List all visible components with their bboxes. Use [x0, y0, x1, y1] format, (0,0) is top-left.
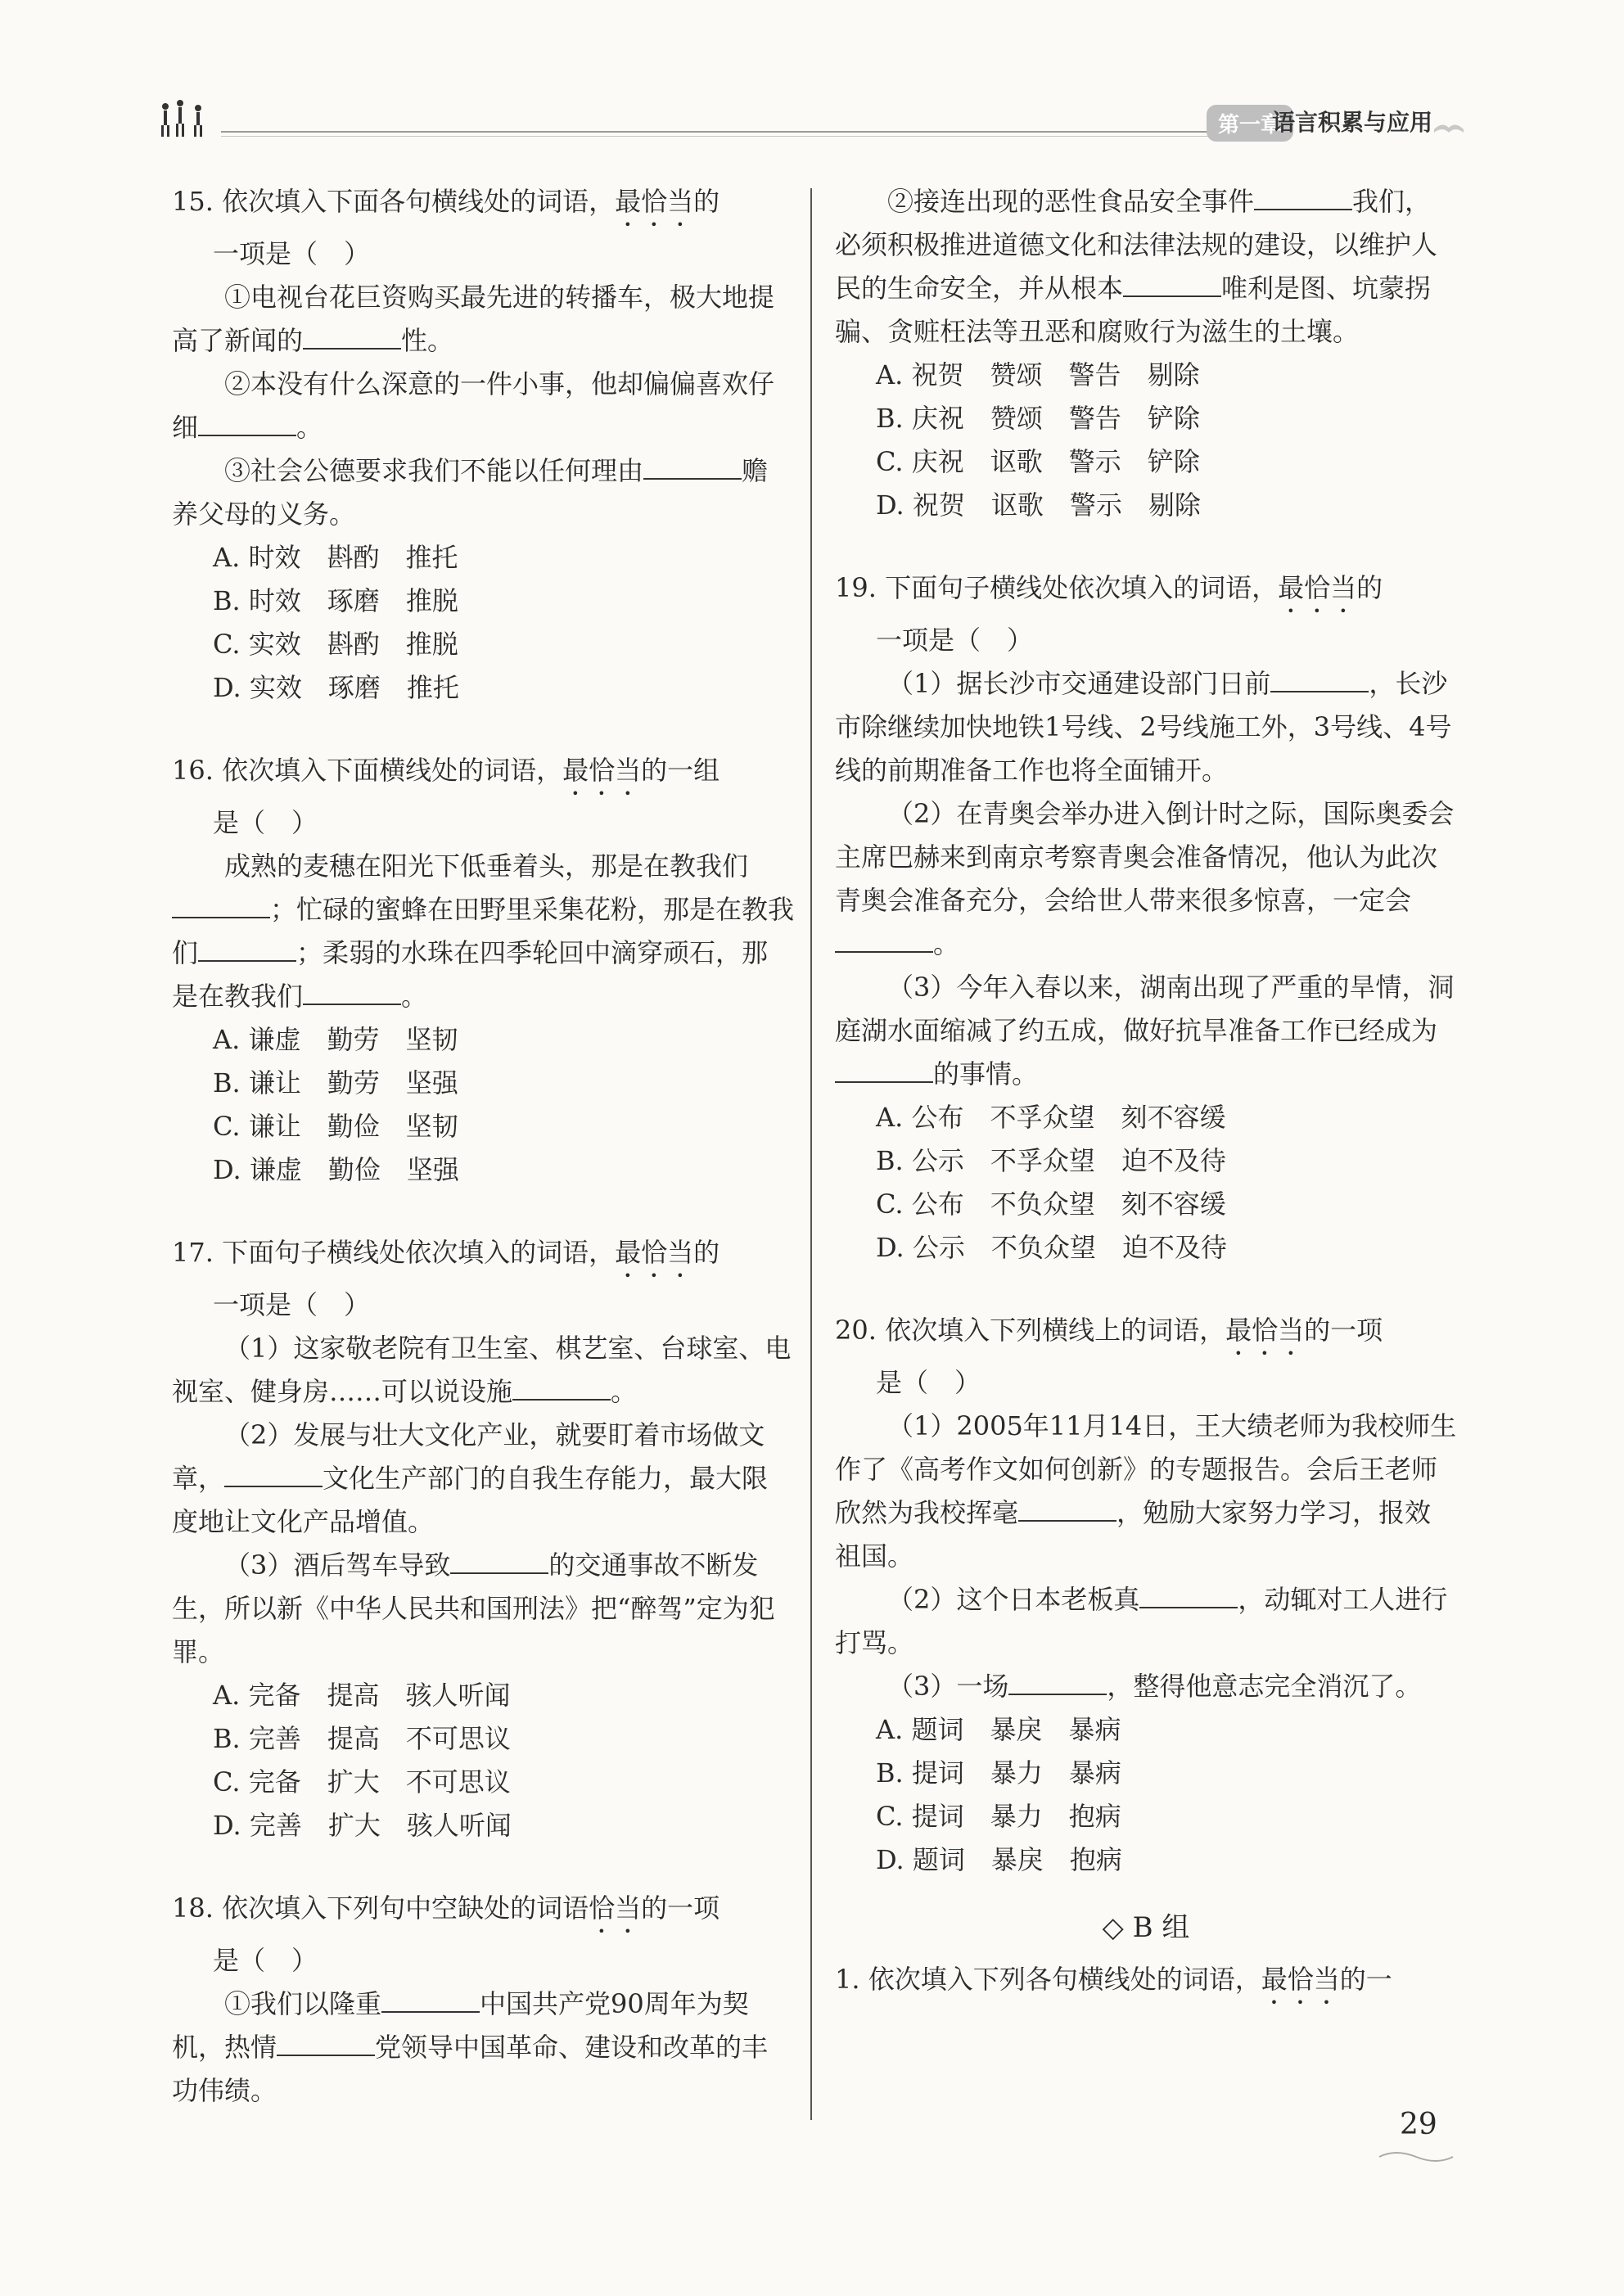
sentence-text: 。 — [611, 1376, 638, 1407]
answer-blank — [303, 320, 401, 350]
question-stem-line2: 一项是（ ） — [876, 625, 1034, 656]
option-c: C. 实效 斟酌 推脱 — [213, 629, 458, 660]
question-stem-end: 的 — [1356, 572, 1383, 603]
option-b: B. 完善 提高 不可思议 — [213, 1723, 511, 1754]
spacer — [835, 1270, 1457, 1309]
question-number: 15. — [172, 186, 214, 217]
question-stem: 下面句子横线处依次填入的词语， — [222, 1237, 616, 1268]
answer-blank — [303, 976, 401, 1005]
chapter-badge: 第一章 — [1207, 105, 1293, 142]
question-16 — [172, 749, 794, 1192]
sentence-text: 唯利是图、坑蒙拐骗、贪赃枉法等丑恶和腐败行为滋生的土壤。 — [835, 273, 1432, 347]
sentence-text: （3）今年入春以来，湖南出现了严重的旱情，洞庭湖水面缩减了约五成，做好抗旱准备工作已经成为 — [835, 972, 1455, 1046]
sentence-1 — [172, 276, 794, 363]
page-header — [156, 98, 1465, 147]
sentence-text: 性。 — [401, 325, 454, 356]
spacer — [172, 1847, 794, 1887]
sentence-2 — [172, 363, 794, 449]
group-b-heading: ◇ B 组 — [1102, 1911, 1190, 1944]
option-d: D. 实效 琢磨 推托 — [213, 672, 459, 703]
question-stem-end: 的 — [693, 186, 720, 217]
answer-blank — [1008, 1666, 1107, 1695]
question-stem-line2: 一项是（ ） — [213, 1289, 371, 1320]
question-stem-line2: 是（ ） — [213, 1945, 318, 1976]
passage — [172, 845, 794, 1018]
option-c: C. 公布 不负众望 刻不容缓 — [876, 1189, 1226, 1220]
question-stem-line2: 一项是（ ） — [213, 238, 371, 269]
sentence-text: ①我们以隆重 — [224, 1988, 382, 2019]
answer-blank — [835, 1053, 933, 1083]
question-stem-end: 的一组 — [641, 755, 720, 786]
answer-blank — [643, 450, 742, 480]
spacer — [835, 527, 1457, 566]
ornament-icon — [1375, 2149, 1457, 2165]
answer-blank — [381, 1983, 480, 2013]
sentence-2 — [835, 1578, 1457, 1665]
option-b: B. 庆祝 赞颂 警告 铲除 — [876, 403, 1200, 434]
question-number: 20. — [835, 1315, 877, 1346]
answer-blank — [198, 932, 296, 962]
sentence-3 — [835, 1665, 1457, 1708]
question-stem: 依次填入下面各句横线处的词语， — [222, 186, 616, 217]
right-column — [835, 180, 1457, 2010]
sentence-text: （2）这个日本老板真 — [887, 1584, 1140, 1615]
header-rule-thin — [221, 136, 1220, 137]
emphasis-text: 最恰当 — [1261, 1964, 1340, 1995]
sentence-text: ①电视台花巨资购买最先进的转播车，极大地提高了新闻的 — [172, 282, 775, 356]
option-b: B. 提词 暴力 暴病 — [876, 1757, 1121, 1789]
sentence-text: ，勉励大家努力学习，报效祖国。 — [835, 1497, 1432, 1572]
option-a: A. 谦虚 勤劳 坚韧 — [213, 1024, 458, 1055]
option-c: C. 完备 扩大 不可思议 — [213, 1766, 511, 1798]
option-d: D. 谦虚 勤俭 坚强 — [213, 1154, 459, 1185]
sentence-1 — [172, 1327, 794, 1414]
question-b1 — [835, 1958, 1457, 2010]
sentence-text: 我们，必须积极推进道德文化和法律法规的建设，以维护人民的生命安全，并从根本 — [835, 186, 1438, 304]
answer-blank — [224, 1458, 323, 1487]
sentence-2 — [172, 1414, 794, 1544]
option-c: C. 提词 暴力 抱病 — [876, 1801, 1121, 1832]
option-d: D. 祝贺 讴歌 警示 剔除 — [876, 489, 1201, 521]
sentence-1 — [835, 1405, 1457, 1578]
question-number: 19. — [835, 572, 877, 603]
question-stem-line2: 是（ ） — [876, 1367, 981, 1398]
sentence-2 — [835, 792, 1457, 966]
option-d: D. 完善 扩大 骇人听闻 — [213, 1810, 512, 1841]
option-a: A. 完备 提高 骇人听闻 — [213, 1680, 511, 1711]
emphasis-text: 恰当 — [589, 1892, 642, 1924]
sentence-text: （1）2005年11月14日，王大绩老师为我校师生作了《高考作文如何创新》的专题报告。会后王老师欣然为我校挥毫 — [835, 1410, 1457, 1528]
question-17 — [172, 1231, 794, 1847]
emphasis-text: 最恰当 — [562, 755, 642, 786]
sentence-1 — [835, 662, 1457, 792]
sentence-2 — [835, 180, 1457, 354]
passage-text: 成熟的麦穗在阳光下低垂着头，那是在教我们 — [224, 850, 749, 882]
sentence-text: 。 — [296, 412, 323, 443]
sentence-text: 的事情。 — [933, 1058, 1039, 1089]
question-20 — [835, 1309, 1457, 1882]
answer-blank — [1123, 268, 1221, 297]
sentence-3 — [835, 966, 1457, 1096]
answer-blank — [835, 923, 933, 953]
column-divider — [810, 188, 812, 2120]
sentence-text: 的交通事故不断发生，所以新《中华人民共和国刑法》把“醉驾”定为犯罪。 — [172, 1549, 775, 1667]
passage-text: ；忙碌的蜜蜂在田野里采集花粉，那是在教我们 — [172, 894, 795, 968]
sentence-text: 赡养父母的义务。 — [172, 455, 769, 530]
emphasis-text: 最恰当 — [1225, 1315, 1305, 1346]
question-stem: 依次填入下面横线处的词语， — [222, 755, 563, 786]
sentence-1 — [172, 1982, 794, 2113]
sentence-text: ②接连出现的恶性食品安全事件 — [887, 186, 1255, 217]
emphasis-text: 最恰当 — [1278, 572, 1357, 603]
option-c: C. 庆祝 讴歌 警示 铲除 — [876, 446, 1200, 477]
answer-blank — [1254, 181, 1352, 210]
answer-blank — [512, 1371, 611, 1401]
question-stem: 依次填入下列横线上的词语， — [885, 1315, 1226, 1346]
question-stem-end: 的一项 — [641, 1892, 720, 1924]
sentence-text: （3）酒后驾车导致 — [224, 1549, 451, 1581]
sentence-text: ，整得他意志完全消沉了。 — [1107, 1671, 1422, 1702]
spacer — [172, 1192, 794, 1231]
answer-blank — [277, 2027, 375, 2056]
question-stem-end: 的一项 — [1304, 1315, 1383, 1346]
sentence-text: ②本没有什么深意的一件小事，他却偏偏喜欢仔细 — [172, 368, 775, 443]
sentence-text: 。 — [933, 928, 960, 959]
option-a: A. 公布 不孚众望 刻不容缓 — [876, 1102, 1226, 1133]
answer-blank — [1270, 663, 1369, 692]
option-a: A. 祝贺 赞颂 警告 剔除 — [876, 359, 1200, 390]
sentence-text: ，动辄对工人进行打骂。 — [835, 1584, 1448, 1658]
question-number: 16. — [172, 755, 214, 786]
option-a: A. 题词 暴戾 暴病 — [876, 1714, 1121, 1745]
question-19 — [835, 566, 1457, 1270]
answer-blank — [1139, 1579, 1238, 1608]
passage-text: ；柔弱的水珠在四季轮回中滴穿顽石，那是在教我们 — [172, 937, 769, 1012]
question-stem: 下面句子横线处依次填入的词语， — [885, 572, 1279, 603]
chapter-title: 语言积累与应用 — [1271, 109, 1432, 136]
question-stem-line2: 是（ ） — [213, 807, 318, 838]
question-number: 17. — [172, 1237, 214, 1268]
sentence-3 — [172, 449, 794, 536]
question-stem-end: 的 — [693, 1237, 720, 1268]
option-a: A. 时效 斟酌 推托 — [213, 542, 458, 573]
question-18 — [172, 1887, 794, 2113]
option-b: B. 公示 不孚众望 迫不及待 — [876, 1145, 1226, 1176]
answer-blank — [450, 1545, 548, 1574]
sentence-text: （1）据长沙市交通建设部门日前 — [887, 668, 1271, 699]
running-figures-icon — [156, 98, 213, 139]
header-rule — [221, 131, 1220, 133]
emphasis-text: 最恰当 — [615, 186, 694, 217]
question-stem: 依次填入下列各句横线处的词语， — [868, 1964, 1261, 1995]
option-c: C. 谦让 勤俭 坚韧 — [213, 1111, 458, 1142]
answer-blank — [1018, 1492, 1116, 1522]
question-number: 18. — [172, 1892, 214, 1924]
sentence-text: （2）发展与壮大文化产业，就要盯着市场做文章， — [172, 1419, 765, 1494]
answer-blank — [198, 407, 296, 436]
passage-text: 。 — [401, 981, 428, 1012]
sentence-text: （1）这家敬老院有卫生室、棋艺室、台球室、电视室、健身房……可以说设施 — [172, 1333, 792, 1407]
sentence-text: ，长沙市除继续加快地铁1号线、2号线施工外，3号线、4号线的前期准备工作也将全面铺开。 — [835, 668, 1452, 786]
sentence-text: 中国共产党90周年为契机，热情 — [172, 1988, 749, 2063]
sentence-text: ③社会公德要求我们不能以任何理由 — [224, 455, 644, 486]
emphasis-text: 最恰当 — [615, 1237, 694, 1268]
open-book-icon — [1432, 106, 1465, 139]
sentence-text: （2）在青奥会举办进入倒计时之际，国际奥委会主席巴赫来到南京考察青奥会准备情况，他认为此次青奥会准备充分，会给世人带来很多惊喜，一定会 — [835, 798, 1455, 916]
option-d: D. 公示 不负众望 迫不及待 — [876, 1232, 1227, 1263]
question-stem-end: 的一 — [1339, 1964, 1392, 1995]
spacer — [172, 710, 794, 749]
left-column — [172, 180, 794, 2113]
option-b: B. 时效 琢磨 推脱 — [213, 585, 458, 616]
sentence-text: 文化生产部门的自我生存能力，最大限度地让文化产品增值。 — [172, 1463, 769, 1537]
option-b: B. 谦让 勤劳 坚强 — [213, 1067, 458, 1098]
question-number: 1. — [835, 1964, 860, 1995]
question-18-continued — [835, 180, 1457, 527]
answer-blank — [172, 889, 270, 918]
sentence-text: （3）一场 — [887, 1671, 1009, 1702]
sentence-text: 党领导中国革命、建设和改革的丰功伟绩。 — [172, 2032, 769, 2106]
page-number: 29 — [1400, 2108, 1437, 2141]
question-stem: 依次填入下列句中空缺处的词语 — [222, 1892, 589, 1924]
option-d: D. 题词 暴戾 抱病 — [876, 1844, 1122, 1875]
sentence-3 — [172, 1544, 794, 1674]
question-15 — [172, 180, 794, 710]
